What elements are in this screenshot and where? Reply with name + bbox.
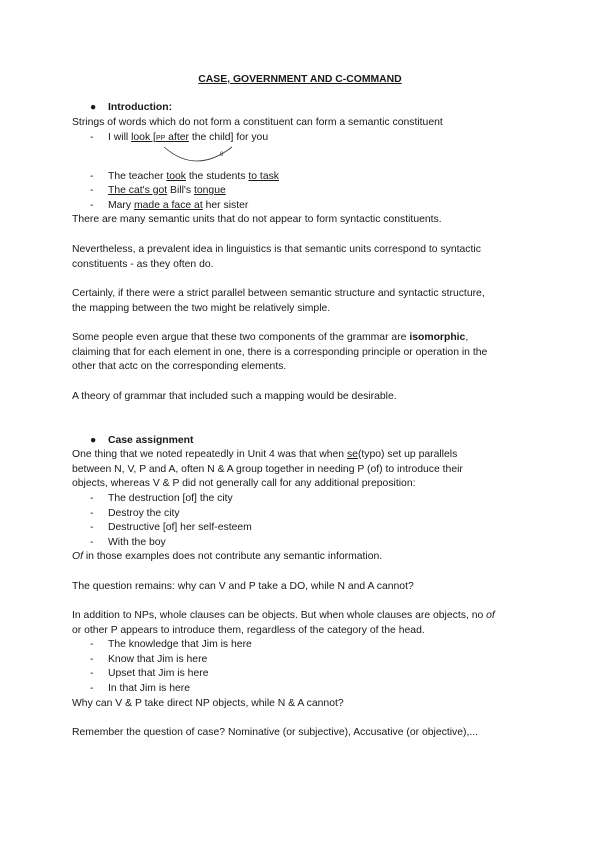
example-item: - The cat's got Bill's tongue <box>90 185 226 196</box>
example-item: - In that Jim is here <box>90 683 191 694</box>
paragraph-line: claiming that for each element in one, there is a corresponding principle or operation in the <box>72 347 488 358</box>
paragraph-line: One thing that we noted repeatedly in Unit 4 was that when se(typo) set up parallels <box>72 449 458 460</box>
example-item: - With the boy <box>90 537 166 548</box>
bullet-icon: ● <box>90 102 97 113</box>
paragraph-line: between N, V, P and A, often N & A group together in needing P (of) to introduce their <box>72 464 463 475</box>
example-item: - Know that Jim is here <box>90 654 208 665</box>
paragraph-line: Some people even argue that these two components of the grammar are isomorphic, <box>72 332 469 343</box>
paragraph-line: In addition to NPs, whole clauses can be objects. But when whole clauses are objects, no of <box>72 610 495 621</box>
theta-arc-diagram <box>160 145 240 167</box>
paragraph-line: the mapping between the two might be relatively simple. <box>72 303 331 314</box>
paragraph-line: Of in those examples does not contribute any semantic information. <box>72 551 383 562</box>
paragraph-line: Strings of words which do not form a constituent can form a semantic constituent <box>72 117 443 128</box>
section-heading-case-assignment: ● Case assignment <box>90 434 193 449</box>
paragraph-line: constituents - as they often do. <box>72 259 214 270</box>
paragraph-line: objects, whereas V & P did not generally call for any additional preposition: <box>72 478 416 489</box>
example-item: - I will look [PP after the child] for you <box>90 132 269 143</box>
example-item: - The destruction [of] the city <box>90 493 233 504</box>
example-item: - Upset that Jim is here <box>90 668 209 679</box>
example-item: - Destroy the city <box>90 508 180 519</box>
paragraph-line: Nevertheless, a prevalent idea in linguistics is that semantic units correspond to syntactic <box>72 244 481 255</box>
paragraph-line: Why can V & P take direct NP objects, while N & A cannot? <box>72 698 344 709</box>
paragraph-line: Remember the question of case? Nominative (or subjective), Accusative (or objective),... <box>72 727 478 738</box>
page-title: CASE, GOVERNMENT AND C-COMMAND <box>198 74 402 85</box>
example-item: - Mary made a face at her sister <box>90 200 249 211</box>
paragraph-line: A theory of grammar that included such a mapping would be desirable. <box>72 391 397 402</box>
paragraph-line: Certainly, if there were a strict parallel between semantic structure and syntactic structure, <box>72 288 485 299</box>
bullet-icon: ● <box>90 435 97 446</box>
example-item: - Destructive [of] her self-esteem <box>90 522 252 533</box>
example-item: - The knowledge that Jim is here <box>90 639 252 650</box>
section-heading-introduction: ● Introduction: <box>90 101 172 116</box>
paragraph-line: There are many semantic units that do not appear to form syntactic constituents. <box>72 214 442 225</box>
paragraph-line: The question remains: why can V and P take a DO, while N and A cannot? <box>72 581 414 592</box>
theta-label: θ <box>220 152 224 158</box>
paragraph-line: or other P appears to introduce them, regardless of the category of the head. <box>72 625 425 636</box>
example-item: - The teacher took the students to task <box>90 171 279 182</box>
paragraph-line: other that actc on the corresponding elements. <box>72 361 287 372</box>
